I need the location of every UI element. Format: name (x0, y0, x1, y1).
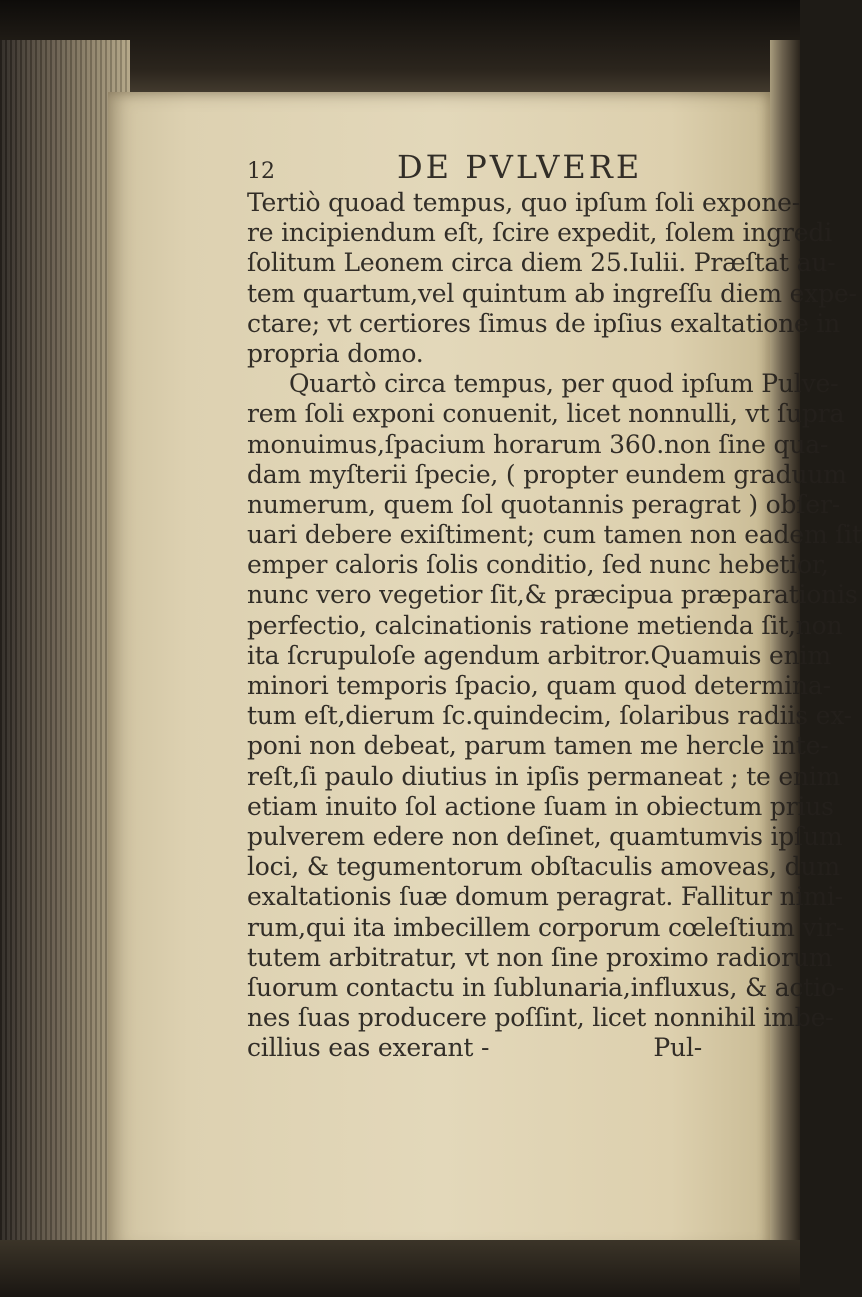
text-line: Tertiò quoad tempus, quo ipſum ſoli expone- (247, 188, 800, 217)
page-number: 12 (247, 159, 275, 184)
text-line: nunc vero vegetior ſit,& præcipua præparationis (247, 580, 858, 610)
text-line: propria domo. (247, 338, 424, 368)
text-line: reſt,ſi paulo diutius in ipſis permaneat ; te enim (247, 761, 841, 791)
text-line: numerum, quem ſol quotannis peragrat ) obſer- (247, 489, 840, 519)
text-line: tem quartum,vel quintum ab ingreſſu diem expe- (247, 278, 857, 308)
background-bottom (0, 1240, 800, 1297)
text-line: minori temporis ſpacio, quam quod determina- (247, 671, 831, 700)
last-line (247, 1033, 702, 1063)
text-line: rum,qui ita imbecillem corporum cœleſtium vir- (247, 912, 845, 942)
text-line: nes ſuas producere poſſint, licet nonnihil imbe- (247, 1003, 834, 1033)
text-line: monuimus,ſpacium horarum 360.non ſine qua- (247, 429, 829, 459)
page-header (247, 148, 787, 186)
text-line: ſuorum contactu in ſublunaria,influxus, & actio- (247, 972, 845, 1002)
text-line: cillius eas exerant - (247, 1033, 490, 1063)
text-line: tum eſt,dierum ſc.quindecim, ſolaribus radiis ex- (247, 701, 852, 731)
text-line: poni non debeat, parum tamen me hercle inte- (247, 731, 829, 761)
text-line: ita ſcrupuloſe agendum arbitror.Quamuis enim (247, 640, 831, 670)
text-lines (247, 188, 862, 1063)
text-line: ctare; vt certiores ſimus de ipſius exaltatione in (247, 308, 841, 338)
text-line: perfectio, calcinationis ratione metienda ſit,non (247, 610, 843, 640)
text-line: emper caloris ſolis conditio, ſed nunc hebetior, (247, 550, 829, 580)
text-line: dam myſterii ſpecie, ( propter eundem graduum (247, 459, 847, 489)
page-text (247, 148, 862, 1063)
text-line: rem ſoli exponi conuenit, licet nonnulli, vt ſupra (247, 399, 845, 429)
text-line: exaltationis ſuæ domum peragrat. Fallitur nimi- (247, 882, 843, 912)
text-line: pulverem edere non deſinet, quamtumvis ipſum (247, 821, 843, 851)
text-line: ſolitum Leonem circa diem 25.Iulii. Præſtat au- (247, 248, 836, 278)
text-line: uari debere exiſtiment; cum tamen non eadem ſit (247, 520, 862, 550)
text-line: tutem arbitratur, vt non ſine proximo radiorum (247, 942, 833, 972)
text-line: re incipiendum eſt, ſcire expedit, ſolem ingredi (247, 218, 832, 248)
running-head: DE PVLVERE (397, 148, 643, 186)
text-line: Quartò circa tempus, per quod ipſum Pulve- (289, 369, 839, 399)
text-line: etiam inuito ſol actione ſuam in obiectum prius (247, 791, 834, 821)
catchword: Pul- (653, 1033, 702, 1063)
text-line: loci, & tegumentorum obſtaculis amoveas, dum (247, 852, 840, 882)
